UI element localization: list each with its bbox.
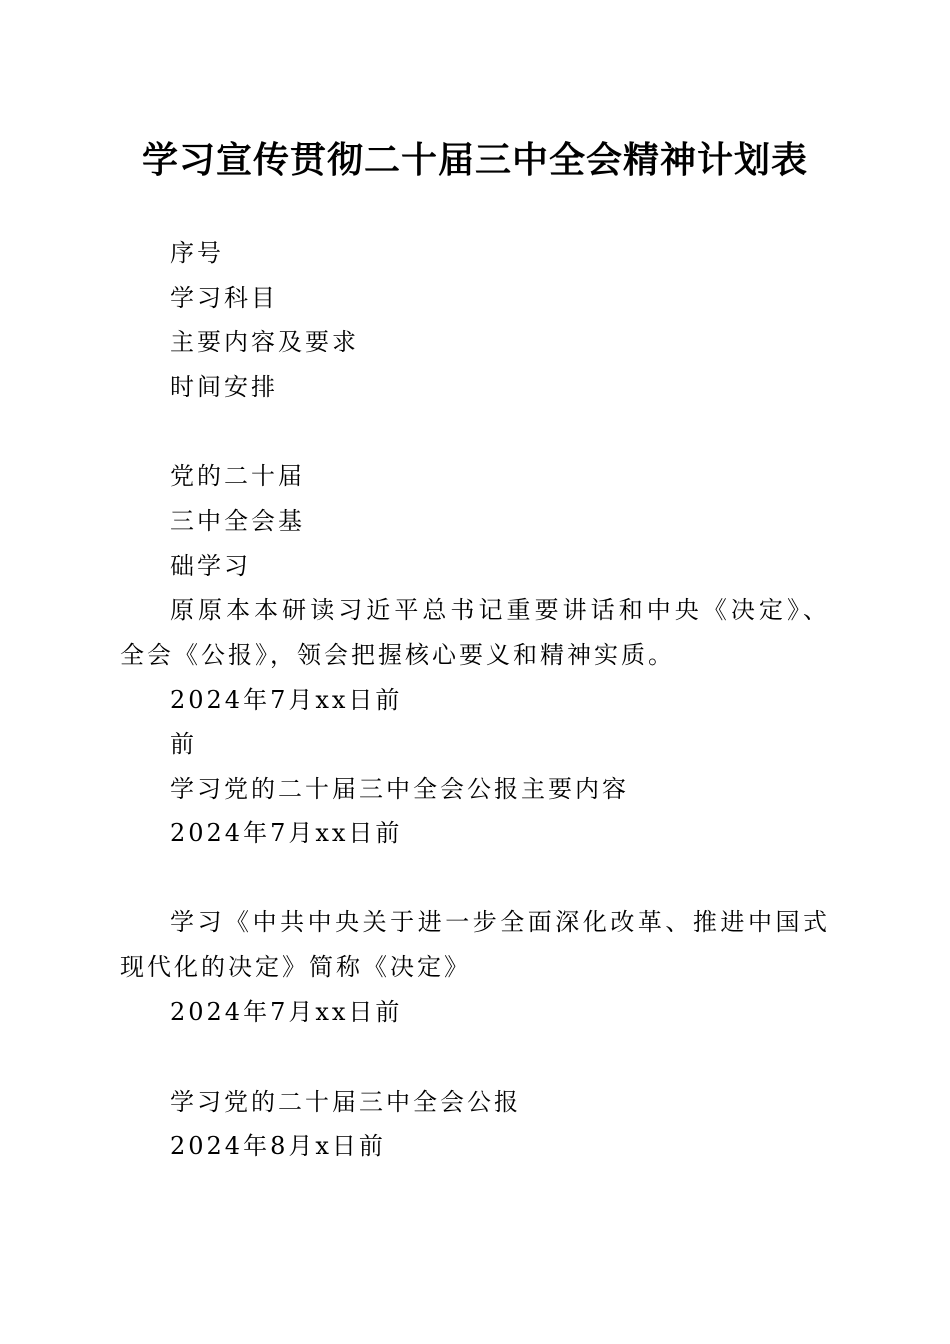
section4-date: 2024年8月x日前 [170,1132,386,1160]
section3-content: 学习《中共中央关于进一步全面深化改革、推进中国式现代化的决定》简称《决定》 [120,908,830,981]
section1-date-extra: 前 [170,730,197,758]
header-index: 序号 [170,239,224,267]
section2-content: 学习党的二十届三中全会公报主要内容 [170,775,629,803]
document-title: 学习宣传贯彻二十届三中全会精神计划表 [141,139,808,181]
header-subject: 学习科目 [170,284,278,312]
header-content: 主要内容及要求 [170,328,359,356]
section2-date: 2024年7月xx日前 [170,819,403,847]
section1-content: 原原本本研读习近平总书记重要讲话和中央《决定》、全会《公报》，领会把握核心要义和精神实质。 [120,596,830,669]
header-schedule: 时间安排 [170,373,278,401]
section1-subject-line3: 础学习 [170,552,251,580]
section4-content: 学习党的二十届三中全会公报 [170,1088,521,1116]
section1-date: 2024年7月xx日前 [170,686,403,714]
section1-subject-line2: 三中全会基 [170,507,305,535]
section1-subject-line1: 党的二十届 [170,462,305,490]
section3-date: 2024年7月xx日前 [170,998,403,1026]
